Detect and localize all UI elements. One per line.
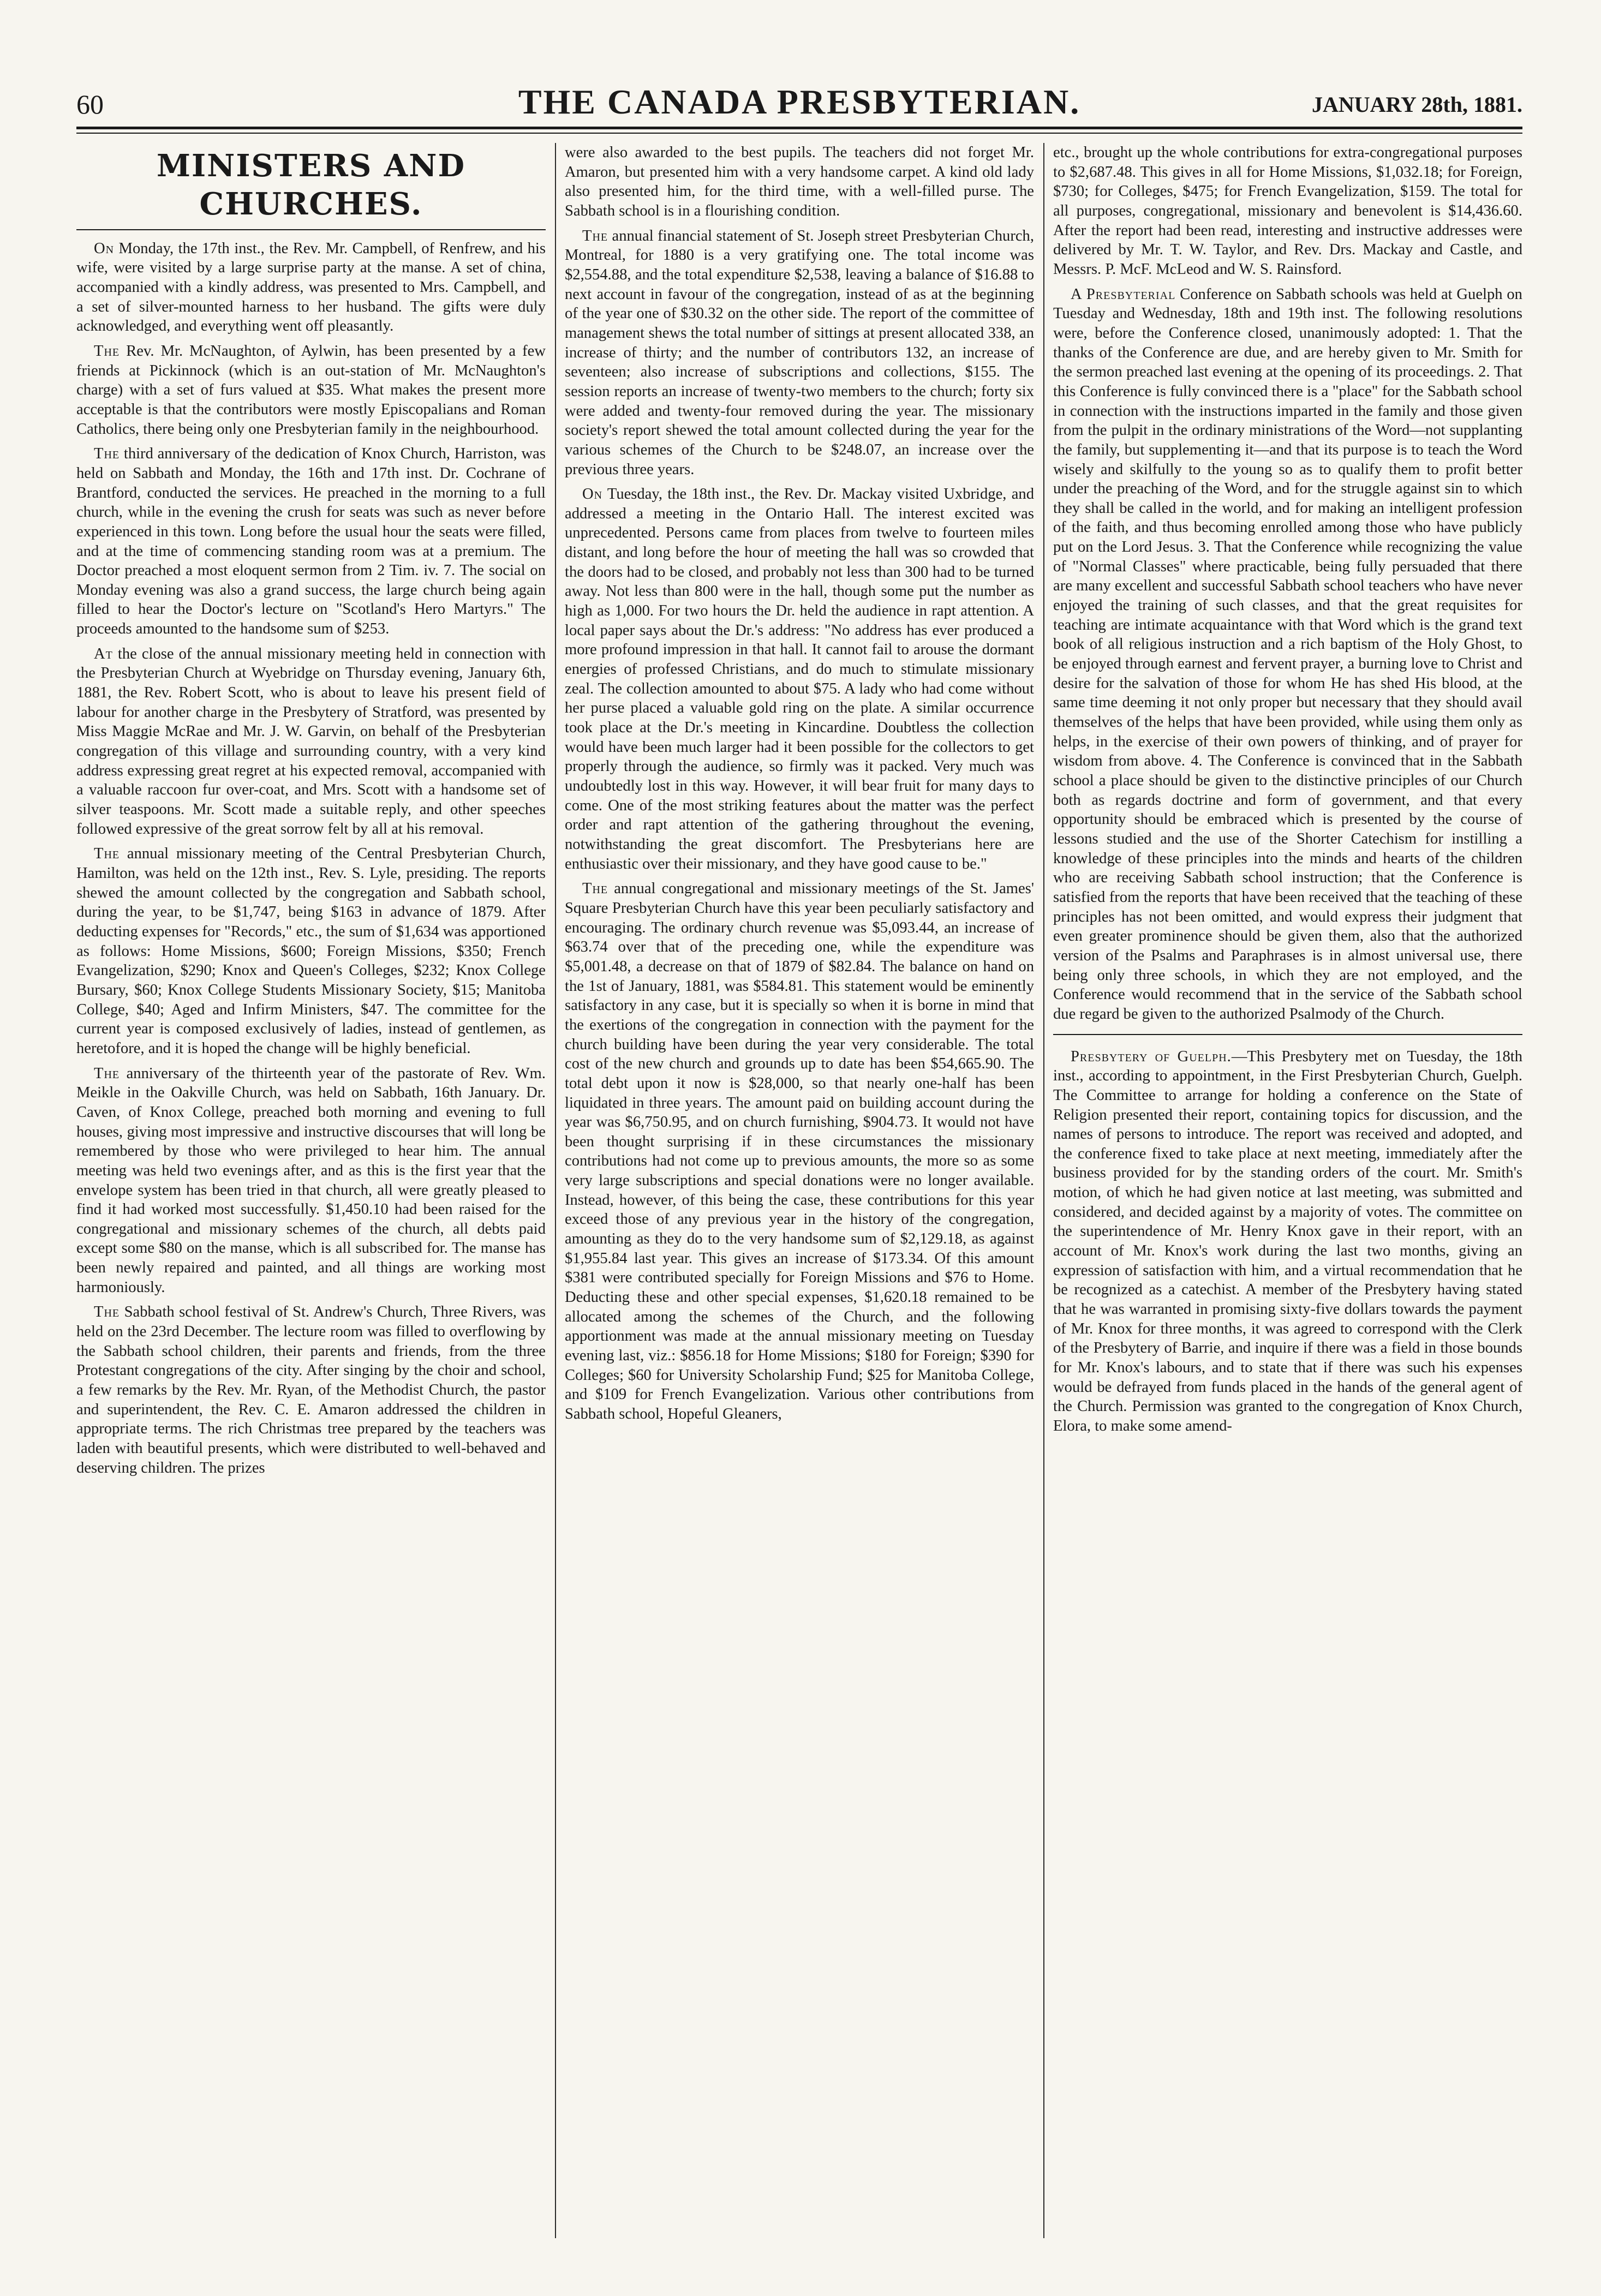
section-heading-rule — [76, 229, 546, 230]
news-item-lead: The — [94, 1304, 120, 1321]
column-1 — [76, 143, 546, 2238]
news-item-lead: A Presbyterial — [1071, 285, 1176, 303]
news-item-lead: On — [582, 486, 603, 503]
news-item — [1053, 1047, 1522, 1436]
news-item-lead: The — [94, 845, 120, 863]
column-divider — [1043, 143, 1044, 2238]
news-item-continued — [1053, 143, 1522, 279]
issue-date: JANUARY 28th, 1881. — [1312, 92, 1522, 117]
news-item-text: the close of the annual missionary meeting held in connection with the Presbyterian Church at Wyebridge on Thursday evening, January 6th, 1881, the Rev. Robert Scott, who is about to leave his present field of labour for another charge in the Presbytery of Stratford, was presented by Miss Maggie McRae and Mr. J. W. Garvin, on behalf of the Presbyterian congregation of this village and surrounding country, with a very kind address expressing great regret at his expected removal, accompanied with a valuable raccoon fur over-coat, and Mrs. Scott with a handsome set of silver teaspoons. Mr. Scott made a suitable reply, and other speeches followed expressive of the great sorrow felt by all at his removal. — [76, 645, 546, 838]
news-item-text: Conference on Sabbath schools was held at Guelph on Tuesday and Wednesday, 18th and 19th inst. The following resolutions were, before the Conference closed, unanimously adopted: 1. That the thanks of the Conference are due, and are hereby given to Mr. Smith for the sermon preached last evening at the opening of its proceedings. 2. That this Conference is fully convinced there is a "place" for the Sabbath school in connection with the instructions imparted in the family and those given from the pulpit in the ordinary ministrations of the Word—not supplanting the family, but supplementing it—and that its purpose is to teach the Word wisely and skilfully to the young so as to qualify them to profit better under the preaching of the Word, and for the struggle against sin to which they shall be called in the world, and for making an intelligent profession of the faith, and thus becoming enrolled among those who have publicly put on the Lord Jesus. 3. That the Conference while recognizing the value of "Normal Classes" where practicable, being fully persuaded that there are many excellent and successful Sabbath school teachers who have never enjoyed the training of such classes, and that the great requisites for teaching are intimate acquaintance with that Word which is the grand text book of all religious instruction and a rich baptism of the Holy Ghost, to be enjoyed through earnest and fervent prayer, a burning love to Christ and desire for the salvation of those for whom He has shed His blood, at the same time deeming it not only proper but necessary that they should avail themselves of the helps that have been provided, while using them only as helps, in the exercise of their own powers of thinking, and of prayer for wisdom from above. 4. The Conference is convinced that in the Sabbath school a place should be given to the distinctive principles of our Church both as regards doctrine and form of government, and that every opportunity should be embraced which is presented by the course of lessons studied and the use of the Shorter Catechism for instilling a knowledge of these principles into the minds and hearts of the children who are receiving Sabbath school instruction; that the Conference is satisfied from the reports that have been received that the teaching of these principles has not been omitted, and would express their judgment that even greater prominence should be given them, also that the authorized version of the Psalms and Paraphrases is in almost universal use, there being only three schools, in which they are not employed, and the Conference would recommend that in the service of the Sabbath school due regard be given to the authorized Psalmody of the Church. — [1053, 285, 1522, 1023]
news-item-text: annual congregational and missionary meetings of the St. James' Square Presbyterian Church have this year been peculiarly satisfactory and encouraging. The ordinary church revenue was $5,093.44, an increase of $63.74 over that of the preceding one, while the expenditure was $5,001.48, a decrease on that of 1879 of $82.84. The balance on hand on the 1st of January, 1881, was $584.81. This statement would be eminently satisfactory in any case, but it is specially so when it is borne in mind that the exertions of the congregation in connection with the payment for the church building have been during the year very considerable. The total cost of the new church and grounds up to date has been $54,665.90. The total debt upon it now is $28,000, so that nearly one-half has been liquidated in three years. The amount paid on building account during the year was $6,750.95, and on church furnishing, $904.73. It would not have been thought surprising if in these circumstances the missionary contributions had not come up to previous amounts, the more so as some very large subscriptions and special donations were no longer available. Instead, however, of this being the case, these contributions for this year exceed those of any previous year in the history of the congregation, amounting as they do to the very handsome sum of $2,129.18, as against $1,955.84 last year. This gives an increase of $173.34. Of this amount $381 were contributed specially for Foreign Missions and $76 to Home. Deducting these and other special expenses, $1,620.18 remained to be allocated among the schemes of the Church, and the following apportionment was made at the annual missionary meeting on Tuesday evening last, viz.: $856.18 for Home Missions; $180 for Foreign; $390 for Colleges; $60 for University Scholarship Fund; $25 for Manitoba College, and $109 for French Evangelization. Various other contributions from Sabbath school, Hopeful Gleaners, — [565, 880, 1034, 1422]
news-item-continued — [565, 143, 1034, 221]
news-item-lead: On — [94, 240, 115, 257]
news-item — [565, 485, 1034, 874]
news-item — [76, 1064, 546, 1298]
news-item-text: etc., brought up the whole contributions for extra-congregational purposes to $2,687.48. This gives in all for Home Missions, $1,032.18; for Foreign, $730; for Colleges, $475; for French Evangelization, $159. The total for all purposes, congregational, missionary and benevolent is $14,436.60. After the report had been read, interesting and instructive addresses were delivered by Mr. T. W. Taylor, and Rev. Drs. Mackay and Castle, and Messrs. P. McF. McLeod and W. S. Rainsford. — [1053, 144, 1522, 278]
news-item-text: annual financial statement of St. Joseph street Presbyterian Church, Montreal, for 1880 is a very gratifying one. The total income was $2,554.88, and the total expenditure $2,538, leaving a balance of $16.88 to next account in favour of the congregation, instead of as at the beginning of the year one of $30.32 on the other side. The report of the committee of management shews the total number of sittings at present allocated 338, an increase of thirty; and the number of contributors 132, an increase of seventeen; also increase of subscriptions and collections, $155. The session reports an increase of twenty-two members to the church; forty six were added and twenty-four removed during the year. The missionary society's report shewed the total amount collected during the year for the various schemes of the Church to be $248.07, an increase over the previous three years. — [565, 227, 1034, 478]
news-item — [565, 226, 1034, 480]
news-item-text: anniversary of the thirteenth year of the pastorate of Rev. Wm. Meikle in the Oakville Church, was held on Sabbath, 16th January. Dr. Caven, of Knox College, preached both morning and evening to full houses, giving most impressive and instructive discourses that will long be remembered by those who were privileged to hear him. The annual meeting was held two evenings after, and as this is the first year that the envelope system has been tried in that church, all were greatly pleased to find it had worked most successfully. $1,450.10 had been raised for the congregational and missionary schemes of the church, all debts paid except some $80 on the manse, which is all subscribed for. The manse has been newly repaired and painted, and all things are working most harmoniously. — [76, 1065, 546, 1296]
news-item — [76, 1302, 546, 1478]
news-item-text: Rev. Mr. McNaughton, of Aylwin, has been presented by a few friends at Pickinnock (which is an out-station of Mr. McNaughton's charge) with a set of furs valued at $35. What makes the present more acceptable is that the contributors were mostly Episcopalians and Roman Catholics, there being only one Presbyterian family in the neighbourhood. — [76, 342, 546, 438]
column-2 — [565, 143, 1034, 2238]
news-item — [76, 239, 546, 336]
news-item-lead: The — [94, 445, 120, 463]
news-item-lead: At — [94, 645, 113, 662]
masthead-rule-thin — [76, 133, 1522, 134]
news-item — [565, 879, 1034, 1424]
news-item-lead: The — [94, 1065, 120, 1082]
news-item — [76, 342, 546, 439]
news-item-lead: The — [94, 342, 120, 360]
news-item-lead: The — [582, 227, 608, 244]
news-item-text: were also awarded to the best pupils. The teachers did not forget Mr. Amaron, but presented him with a very handsome carpet. A kind old lady also presented him, for the third time, with a well-filled purse. The Sabbath school is in a flourishing condition. — [565, 144, 1034, 219]
newspaper-title: THE CANADA PRESBYTERIAN. — [518, 82, 1081, 121]
page-number: 60 — [76, 89, 104, 119]
section-heading: MINISTERS AND CHURCHES. — [156, 148, 466, 222]
news-item-text: annual missionary meeting of the Central Presbyterian Church, Hamilton, was held on the 12th inst., Rev. S. Lyle, presiding. The reports shewed the amount collected by the congregation and Sabbath school, during the year, to be $1,747, being $163 in advance of 1879. After deducting expenses for "Records," etc., the sum of $1,634 was apportioned as follows: Home Missions, $600; Foreign Missions, $350; French Evangelization, $290; Knox and Queen's Colleges, $232; Knox College Bursary, $60; Knox College Students Missionary Society, $15; Manitoba College, $40; Aged and Infirm Ministers, $47. The committee for the current year is composed exclusively of ladies, instead of gentlemen, as heretofore, and it is hoped the change will be highly beneficial. — [76, 845, 546, 1057]
column-3 — [1053, 143, 1522, 2238]
news-item — [76, 644, 546, 839]
masthead — [76, 82, 1522, 125]
news-item — [1053, 285, 1522, 1024]
news-item — [76, 444, 546, 639]
news-item-lead: Presbytery of Guelph. — [1071, 1048, 1232, 1065]
news-item-text: Monday, the 17th inst., the Rev. Mr. Campbell, of Renfrew, and his wife, were visited by a large surprise party at the manse. A set of china, accompanied with a kindly address, was presented to Mrs. Campbell, and a set of silver-mounted harness to her husband. The gifts were duly acknowledged, and everything went off pleasantly. — [76, 240, 546, 335]
news-item-text: third anniversary of the dedication of Knox Church, Harriston, was held on Sabbath and Monday, the 16th and 17th inst. Dr. Cochrane of Brantford, conducted the services. He preached in the morning to a full church, while in the evening the crush for seats was such as never before experienced in this town. Long before the usual hour the seats were filled, and at the time of commencing standing room was at a premium. The Doctor preached a most eloquent sermon from 2 Tim. iv. 7. The social on Monday evening was also a grand success, the large church being again filled to hear the Doctor's lecture on "Scotland's Hero Martyrs." The proceeds amounted to the handsome sum of $253. — [76, 445, 546, 638]
news-item-text: —This Presbytery met on Tuesday, the 18th inst., according to appointment, in the First Presbyterian Church, Guelph. The Committee to arrange for holding a conference on the State of Religion presented their report, containing topics for discussion, and the names of persons to introduce. The report was received and adopted, and the conference fixed to take place at next meeting, immediately after the business provided for by the standing orders of the court. Mr. Smith's motion, of which he had given notice at last meeting, was submitted and considered, and decided against by a majority of votes. The committee on the superintendence of Mr. Henry Knox gave in their report, with an account of Mr. Knox's work during the last two months, giving an expression of satisfaction with him, and a virtual recommendation that he be recognized as a catechist. A member of the Presbytery having stated that he was warranted in promising sixty-five dollars towards the payment of Mr. Knox for three months, it was agreed to correspond with the Clerk of the Presbytery of Barrie, and inquire if there was a field in those bounds for Mr. Knox's labours, and to state that if there was such his expenses would be defrayed from funds placed in the hands of the general agent of the Church. Permission was granted to the congregation of Knox Church, Elora, to make some amend- — [1053, 1048, 1522, 1434]
news-item — [76, 844, 546, 1058]
news-item-lead: The — [582, 880, 608, 898]
news-item-text: Sabbath school festival of St. Andrew's Church, Three Rivers, was held on the 23rd December. The lecture room was filled to overflowing by the Sabbath school children, their parents and friends, from the three Protestant congregations of the city. After singing by the choir and school, a few remarks by the Rev. Mr. Ryan, of the Methodist Church, the pastor and superintendent, the Rev. C. E. Amaron addressed the children in appropriate terms. The rich Christmas tree prepared by the teachers was laden with beautiful presents, which were distributed to well-behaved and deserving children. The prizes — [76, 1304, 546, 1476]
section-divider — [1053, 1034, 1522, 1035]
column-divider — [555, 143, 556, 2238]
masthead-rule-thick — [76, 127, 1522, 129]
news-item-text: Tuesday, the 18th inst., the Rev. Dr. Mackay visited Uxbridge, and addressed a meeting in the Ontario Hall. The interest excited was unprecedented. Persons came from places from twelve to fourteen miles distant, and long before the hour of meeting the hall was so crowded that the doors had to be closed, and probably not less than 300 had to be turned away. Not less than 800 were in the hall, though some put the number as high as 1,000. For two hours the Dr. held the audience in rapt attention. A local paper says about the Dr.'s address: "No address has ever produced a more profound impression in that hall. It cannot fail to arouse the dormant energies of professed Christians, and do much to stimulate missionary zeal. The collection amounted to about $75. A lady who had come without her purse placed a valuable gold ring on the plate. A similar occurrence took place at the Dr.'s meeting in Kincardine. Doubtless the collection would have been much larger had it been possible for the collectors to get properly through the audience, so firmly was it packed. Very much was undoubtedly lost in this way. However, it will bear fruit for many days to come. One of the most striking features about the matter was the perfect order and rapt attention of the gathering throughout the evening, notwithstanding the great discomfort. The Presbyterians here are enthusiastic over their missionary, and they have good cause to be." — [565, 486, 1034, 872]
